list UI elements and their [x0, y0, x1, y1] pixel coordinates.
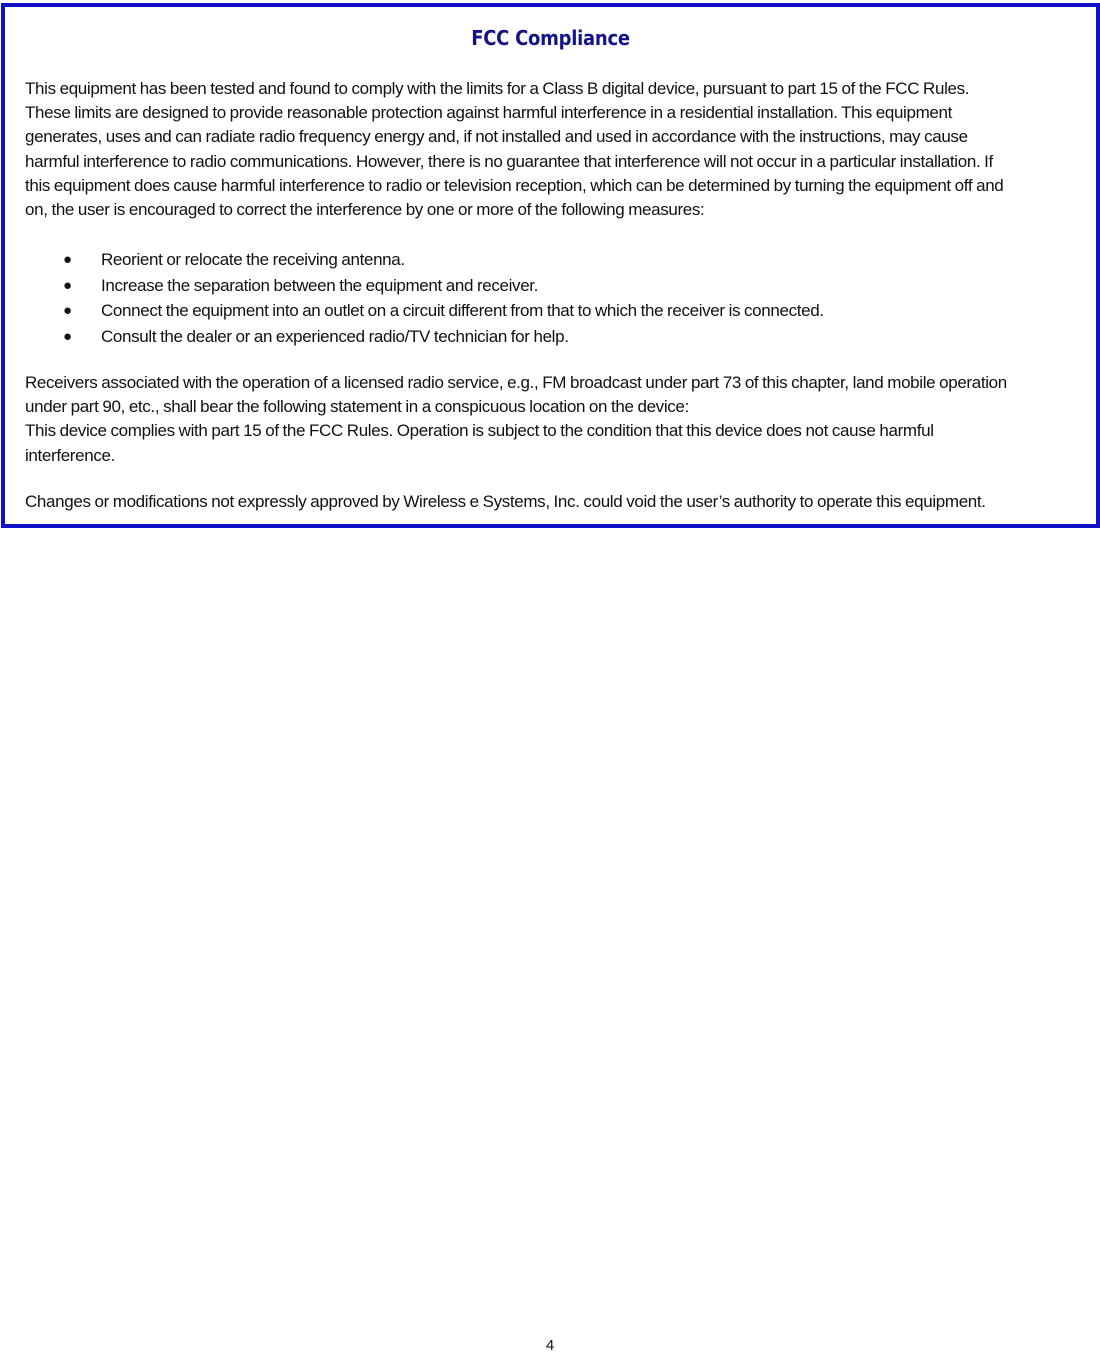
- bullet-icon: ●: [63, 251, 72, 268]
- intro-line: on, the user is encouraged to correct the interference by one or more of the following measures:: [25, 200, 705, 220]
- intro-paragraph: [25, 77, 1077, 222]
- receivers-line: Receivers associated with the operation of a licensed radio service, e.g., FM broadcast under part 73 of this chapter, land mobile operation: [25, 373, 1007, 392]
- bullet-icon: ●: [63, 276, 72, 294]
- fcc-compliance-box: [1, 3, 1100, 528]
- intro-line: harmful interference to radio communications. However, there is no guarantee that interference will not occur in a particular installation. If: [25, 151, 993, 171]
- measure-text: Connect the equipment into an outlet on a circuit different from that to which the receiver is connected.: [101, 301, 824, 320]
- intro-line: generates, uses and can radiate radio frequency energy and, if not installed and used in accordance with the instructions, may cause: [25, 127, 968, 147]
- list-item: [25, 324, 1077, 350]
- intro-line: These limits are designed to provide reasonable protection against harmful interference in a residential installation. This equipment: [25, 103, 952, 123]
- receivers-paragraph: [25, 371, 1077, 468]
- changes-line: Changes or modifications not expressly approved by Wireless e Systems, Inc. could void the user’s authority to operate this equipment.: [25, 492, 986, 511]
- receivers-line: under part 90, etc., shall bear the following statement in a conspicuous location on the device:: [25, 397, 689, 417]
- measure-text: Consult the dealer or an experienced radio/TV technician for help.: [101, 326, 569, 346]
- list-item: [25, 247, 1077, 273]
- bullet-icon: ●: [63, 302, 72, 319]
- measure-text: Reorient or relocate the receiving antenna.: [101, 250, 405, 269]
- receivers-line: This device complies with part 15 of the FCC Rules. Operation is subject to the condition that this device does not cause harmful: [25, 421, 934, 441]
- list-item: [25, 298, 1077, 324]
- measures-list: [25, 247, 1077, 349]
- measure-text: Increase the separation between the equipment and receiver.: [101, 275, 539, 295]
- changes-paragraph: [25, 490, 1077, 514]
- intro-line: This equipment has been tested and found to comply with the limits for a Class B digital device, pursuant to part 15 of the FCC Rules.: [25, 79, 970, 98]
- bullet-icon: ●: [63, 327, 72, 345]
- receivers-line: interference.: [25, 445, 115, 465]
- section-title: FCC Compliance: [471, 26, 630, 50]
- page-number: 4: [545, 1337, 555, 1354]
- intro-line: this equipment does cause harmful interference to radio or television reception, which can be determined by turning the equipment off and: [25, 175, 1004, 195]
- list-item: [25, 273, 1077, 299]
